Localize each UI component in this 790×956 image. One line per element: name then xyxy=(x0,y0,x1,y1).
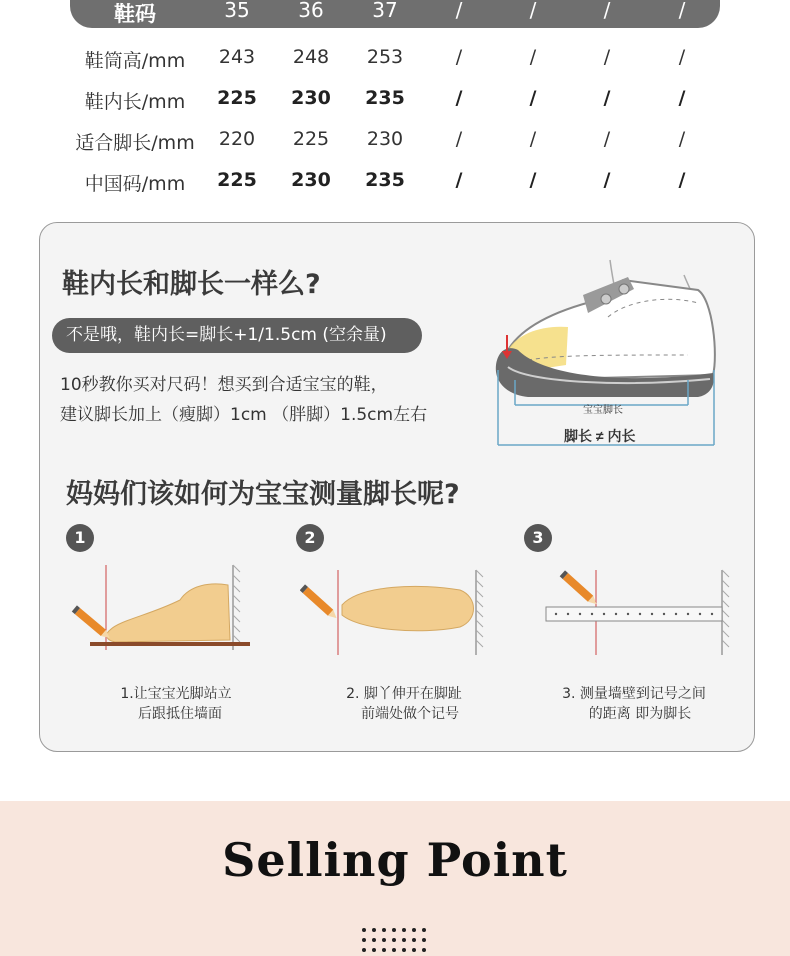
table-cell: 230 xyxy=(366,128,404,150)
table-row xyxy=(0,169,790,199)
dots-decoration-icon xyxy=(361,926,429,956)
table-cell: / xyxy=(455,46,463,68)
size-header-slot7: / xyxy=(678,0,686,22)
size-header-label: 鞋码 xyxy=(114,2,156,26)
step-1-text-line-2: 后跟抵住墙面 xyxy=(138,706,222,722)
step-3-text-line-1: 3. 测量墙壁到记号之间 xyxy=(562,686,706,702)
table-cell: / xyxy=(529,46,537,68)
size-header-36: 36 xyxy=(298,0,324,22)
table-cell: / xyxy=(603,46,611,68)
row-label-inner-length: 鞋内长/mm xyxy=(84,91,186,113)
table-cell: / xyxy=(678,87,686,109)
question-how-to-measure: 妈妈们该如何为宝宝测量脚长呢? xyxy=(66,479,460,510)
shoe-foot-length-label: 宝宝脚长 xyxy=(583,405,623,416)
table-cell: / xyxy=(455,169,463,191)
step-2-text-line-2: 前端处做个记号 xyxy=(361,706,459,722)
step-3-ruler-illustration xyxy=(540,565,730,660)
table-cell: / xyxy=(678,46,686,68)
table-row xyxy=(0,46,790,76)
table-cell: / xyxy=(529,128,537,150)
answer-pill: 不是哦，鞋内长=脚长+1/1.5cm (空余量) xyxy=(52,318,422,353)
step-2-text-line-1: 2. 脚丫伸开在脚趾 xyxy=(346,686,462,702)
step-3-badge: 3 xyxy=(524,524,552,552)
question-inner-length: 鞋内长和脚长一样么? xyxy=(62,269,321,300)
table-cell: / xyxy=(529,87,537,109)
step-2-foot-illustration xyxy=(300,565,490,660)
table-row xyxy=(0,128,790,158)
step-1-badge: 1 xyxy=(66,524,94,552)
table-cell: / xyxy=(678,128,686,150)
table-cell: 230 xyxy=(291,169,331,191)
table-row xyxy=(0,87,790,117)
table-cell: 253 xyxy=(366,46,404,68)
table-cell: / xyxy=(603,169,611,191)
table-cell: 225 xyxy=(217,169,257,191)
table-cell: 225 xyxy=(292,128,330,150)
table-cell: / xyxy=(455,128,463,150)
table-cell: 243 xyxy=(218,46,256,68)
row-label-fit-foot-length: 适合脚长/mm xyxy=(75,132,195,154)
table-cell: 230 xyxy=(291,87,331,109)
step-1-foot-illustration xyxy=(70,560,255,660)
size-header-slot4: / xyxy=(455,0,463,22)
size-table-header xyxy=(70,0,720,28)
tip-line-1: 10秒教你买对尺码！想买到合适宝宝的鞋， xyxy=(60,375,388,395)
tip-line-2: 建议脚长加上（瘦脚）1cm （胖脚）1.5cm左右 xyxy=(60,405,428,425)
selling-point-title: Selling Point xyxy=(222,833,568,887)
step-2-badge: 2 xyxy=(296,524,324,552)
table-cell: 220 xyxy=(218,128,256,150)
size-header-slot6: / xyxy=(603,0,611,22)
row-label-boot-height: 鞋筒高/mm xyxy=(84,50,186,72)
shoe-compare-label: 脚长 ≠ 内长 xyxy=(564,428,636,444)
row-label-china-size: 中国码/mm xyxy=(84,173,186,195)
size-header-35: 35 xyxy=(224,0,250,22)
table-cell: / xyxy=(678,169,686,191)
step-1-text-line-1: 1.让宝宝光脚站立 xyxy=(120,686,232,702)
size-header-slot5: / xyxy=(529,0,537,22)
table-cell: 225 xyxy=(217,87,257,109)
step-3-text-line-2: 的距离 即为脚长 xyxy=(588,706,692,722)
table-cell: 248 xyxy=(292,46,330,68)
shoe-cross-section-illustration xyxy=(488,255,718,450)
table-cell: / xyxy=(603,87,611,109)
table-cell: / xyxy=(603,128,611,150)
table-cell: / xyxy=(529,169,537,191)
size-header-37: 37 xyxy=(372,0,398,22)
table-cell: 235 xyxy=(365,169,405,191)
table-cell: / xyxy=(455,87,463,109)
table-cell: 235 xyxy=(365,87,405,109)
